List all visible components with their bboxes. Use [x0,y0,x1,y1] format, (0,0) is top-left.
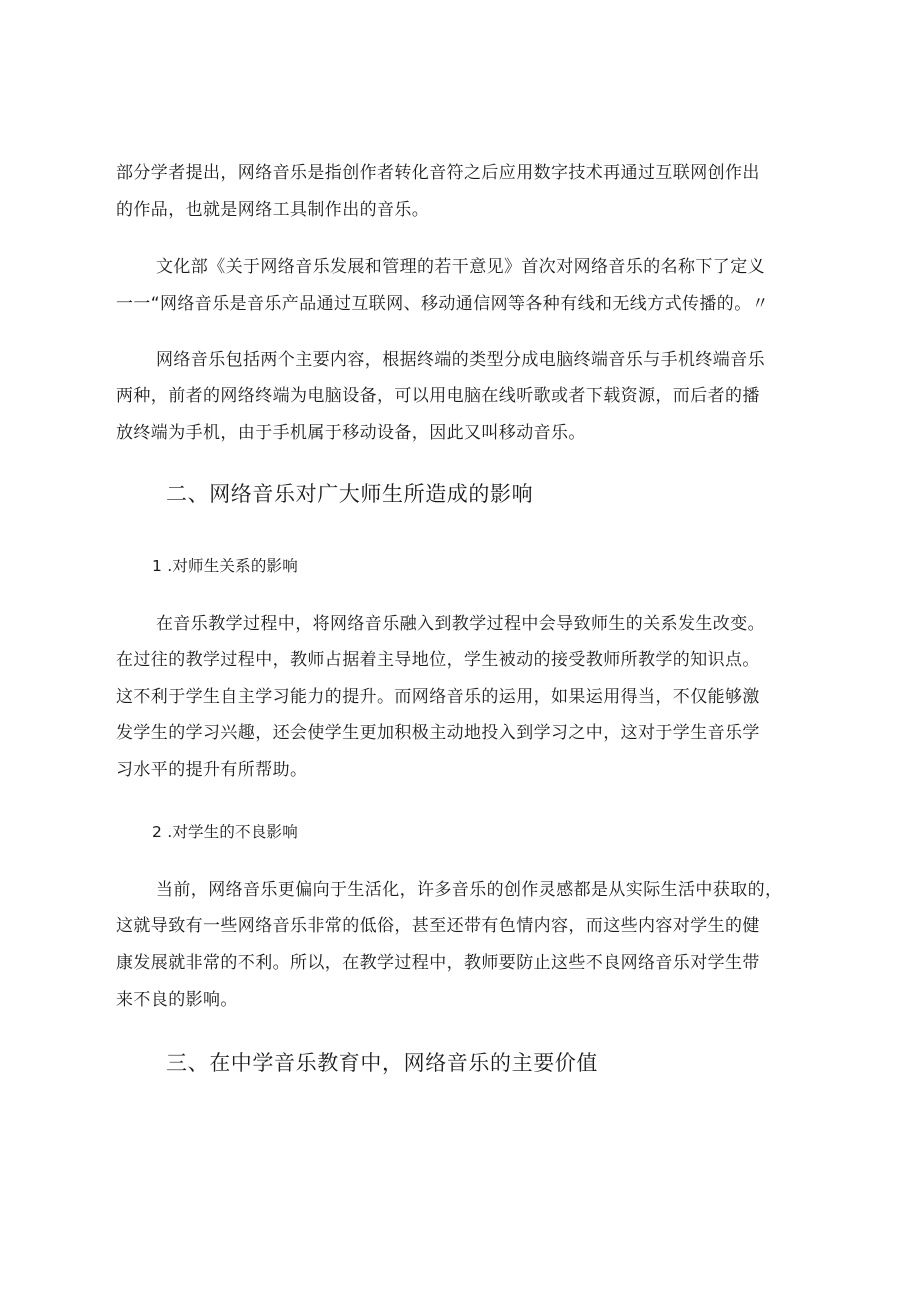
paragraph-4-line-1: 在音乐教学过程中，将网络音乐融入到教学过程中会导致师生的关系发生改变。 [156,614,765,634]
subheading-2: 2 .对学生的不良影响 [152,823,298,841]
paragraph-2-line-2: 一一“网络音乐是音乐产品通过互联网、移动通信网等各种有线和无线方式传播的。〃 [116,294,770,314]
paragraph-4-line-5: 习水平的提升有所帮助。 [116,760,308,780]
paragraph-5-line-3: 康发展就非常的不利。所以，在教学过程中，教师要防止这些不良网络音乐对学生带 [116,953,760,973]
paragraph-3-line-1: 网络音乐包括两个主要内容，根据终端的类型分成电脑终端音乐与手机终端音乐 [156,350,765,370]
paragraph-4-line-4: 发学生的学习兴趣，还会使学生更加积极主动地投入到学习之中，这对于学生音乐学 [116,723,760,743]
paragraph-3-line-3: 放终端为手机，由于手机属于移动设备，因此又叫移动音乐。 [116,423,586,443]
paragraph-1-line-2: 的作品，也就是网络工具制作出的音乐。 [116,200,430,220]
section-heading-3: 三、在中学音乐教育中，网络音乐的主要价值 [166,1051,598,1075]
paragraph-5-line-2: 这就导致有一些网络音乐非常的低俗，甚至还带有色情内容，而这些内容对学生的健 [116,916,760,936]
paragraph-5-line-4: 来不良的影响。 [116,990,238,1010]
paragraph-4-line-3: 这不利于学生自主学习能力的提升。而网络音乐的运用，如果运用得当，不仅能够激 [116,687,760,707]
paragraph-4-line-2: 在过往的教学过程中，教师占据着主导地位，学生被动的接受教师所教学的知识点。 [116,650,760,670]
paragraph-2-line-1: 文化部《关于网络音乐发展和管理的若干意见》首次对网络音乐的名称下了定义 [156,257,765,277]
section-heading-2: 二、网络音乐对广大师生所造成的影响 [166,482,534,506]
paragraph-1-line-1: 部分学者提出，网络音乐是指创作者转化音符之后应用数字技术再通过互联网创作出 [116,163,760,183]
paragraph-5-line-1: 当前，网络音乐更偏向于生活化，许多音乐的创作灵感都是从实际生活中获取的， [156,880,783,900]
paragraph-3-line-2: 两种，前者的网络终端为电脑设备，可以用电脑在线听歌或者下载资源，而后者的播 [116,386,760,406]
subheading-1: 1 .对师生关系的影响 [152,557,298,575]
